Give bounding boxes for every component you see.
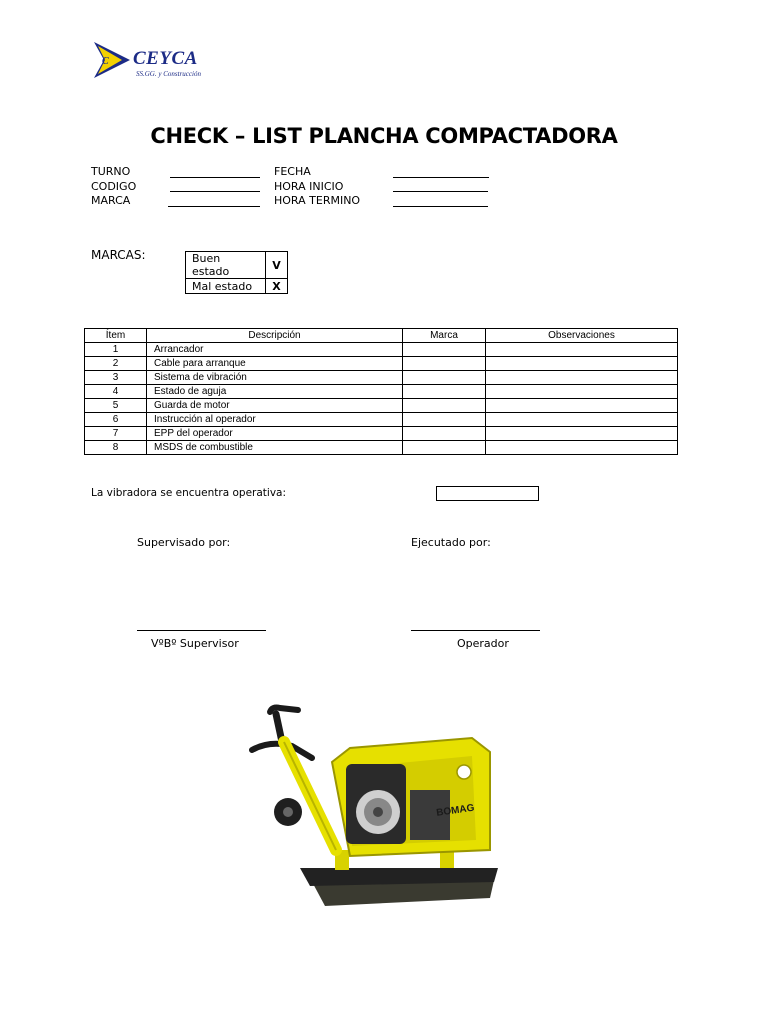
company-logo	[92, 40, 222, 82]
item-number: 3	[85, 371, 147, 385]
mark-cell[interactable]	[403, 357, 486, 371]
executed-by-label: Ejecutado por:	[411, 536, 491, 549]
logo-tagline: SS.GG. y Construcción	[136, 70, 201, 78]
ceyca-emblem-icon	[92, 40, 132, 80]
observations-cell[interactable]	[486, 343, 678, 357]
page-title: CHECK – LIST PLANCHA COMPACTADORA	[150, 124, 618, 148]
legend-mark: V	[266, 252, 288, 279]
mark-cell[interactable]	[403, 413, 486, 427]
marcas-label: MARCAS:	[91, 248, 146, 262]
emblem-letter: C	[102, 56, 109, 67]
item-description: Cable para arranque	[147, 357, 403, 371]
field-label-marca: MARCA	[91, 194, 131, 207]
item-number: 7	[85, 427, 147, 441]
field-label-hora-inicio: HORA INICIO	[274, 180, 344, 193]
table-row	[85, 441, 678, 455]
logo-brand: CEYCA	[133, 48, 198, 69]
marca-input-line[interactable]	[168, 206, 260, 207]
item-number: 1	[85, 343, 147, 357]
mark-cell[interactable]	[403, 343, 486, 357]
plate-compactor-image	[240, 700, 510, 915]
supervisor-signature-line[interactable]	[137, 630, 266, 631]
hora-inicio-input-line[interactable]	[393, 191, 488, 192]
supervisor-caption: VºBº Supervisor	[151, 637, 239, 650]
legend-text: Mal estado	[186, 279, 266, 294]
codigo-input-line[interactable]	[170, 191, 260, 192]
item-number: 6	[85, 413, 147, 427]
mark-cell[interactable]	[403, 427, 486, 441]
table-row	[85, 371, 678, 385]
marks-legend	[185, 251, 288, 294]
observations-cell[interactable]	[486, 427, 678, 441]
table-row	[85, 413, 678, 427]
column-header-observations: Observaciones	[486, 329, 678, 343]
operative-answer-box[interactable]	[436, 486, 539, 501]
observations-cell[interactable]	[486, 413, 678, 427]
mark-cell[interactable]	[403, 441, 486, 455]
legend-row	[186, 279, 288, 294]
item-number: 5	[85, 399, 147, 413]
hora-termino-input-line[interactable]	[393, 206, 488, 207]
item-description: Estado de aguja	[147, 385, 403, 399]
operative-question-label: La vibradora se encuentra operativa:	[91, 487, 286, 499]
item-description: Sistema de vibración	[147, 371, 403, 385]
table-row	[85, 357, 678, 371]
item-number: 4	[85, 385, 147, 399]
item-description: MSDS de combustible	[147, 441, 403, 455]
operator-caption: Operador	[457, 637, 509, 650]
item-description: EPP del operador	[147, 427, 403, 441]
observations-cell[interactable]	[486, 371, 678, 385]
mark-cell[interactable]	[403, 371, 486, 385]
observations-cell[interactable]	[486, 441, 678, 455]
supervised-by-label: Supervisado por:	[137, 536, 231, 549]
observations-cell[interactable]	[486, 399, 678, 413]
item-description: Guarda de motor	[147, 399, 403, 413]
item-description: Arrancador	[147, 343, 403, 357]
observations-cell[interactable]	[486, 385, 678, 399]
item-description: Instrucción al operador	[147, 413, 403, 427]
machine-brand-label: BOMAG	[435, 802, 476, 819]
field-label-codigo: CODIGO	[91, 180, 137, 193]
fecha-input-line[interactable]	[393, 177, 489, 178]
item-number: 2	[85, 357, 147, 371]
mark-cell[interactable]	[403, 385, 486, 399]
column-header-item: Ítem	[85, 329, 147, 343]
legend-row	[186, 252, 288, 279]
legend-mark: X	[266, 279, 288, 294]
table-header-row	[85, 329, 678, 343]
observations-cell[interactable]	[486, 357, 678, 371]
column-header-mark: Marca	[403, 329, 486, 343]
legend-text: Buen estado	[186, 252, 266, 279]
turno-input-line[interactable]	[170, 177, 260, 178]
table-row	[85, 427, 678, 441]
operator-signature-line[interactable]	[411, 630, 540, 631]
table-row	[85, 343, 678, 357]
field-label-turno: TURNO	[91, 165, 131, 178]
mark-cell[interactable]	[403, 399, 486, 413]
field-label-hora-termino: HORA TERMINO	[274, 194, 361, 207]
checklist-table	[84, 328, 678, 455]
item-number: 8	[85, 441, 147, 455]
table-row	[85, 385, 678, 399]
column-header-description: Descripción	[147, 329, 403, 343]
field-label-fecha: FECHA	[274, 165, 311, 178]
table-row	[85, 399, 678, 413]
